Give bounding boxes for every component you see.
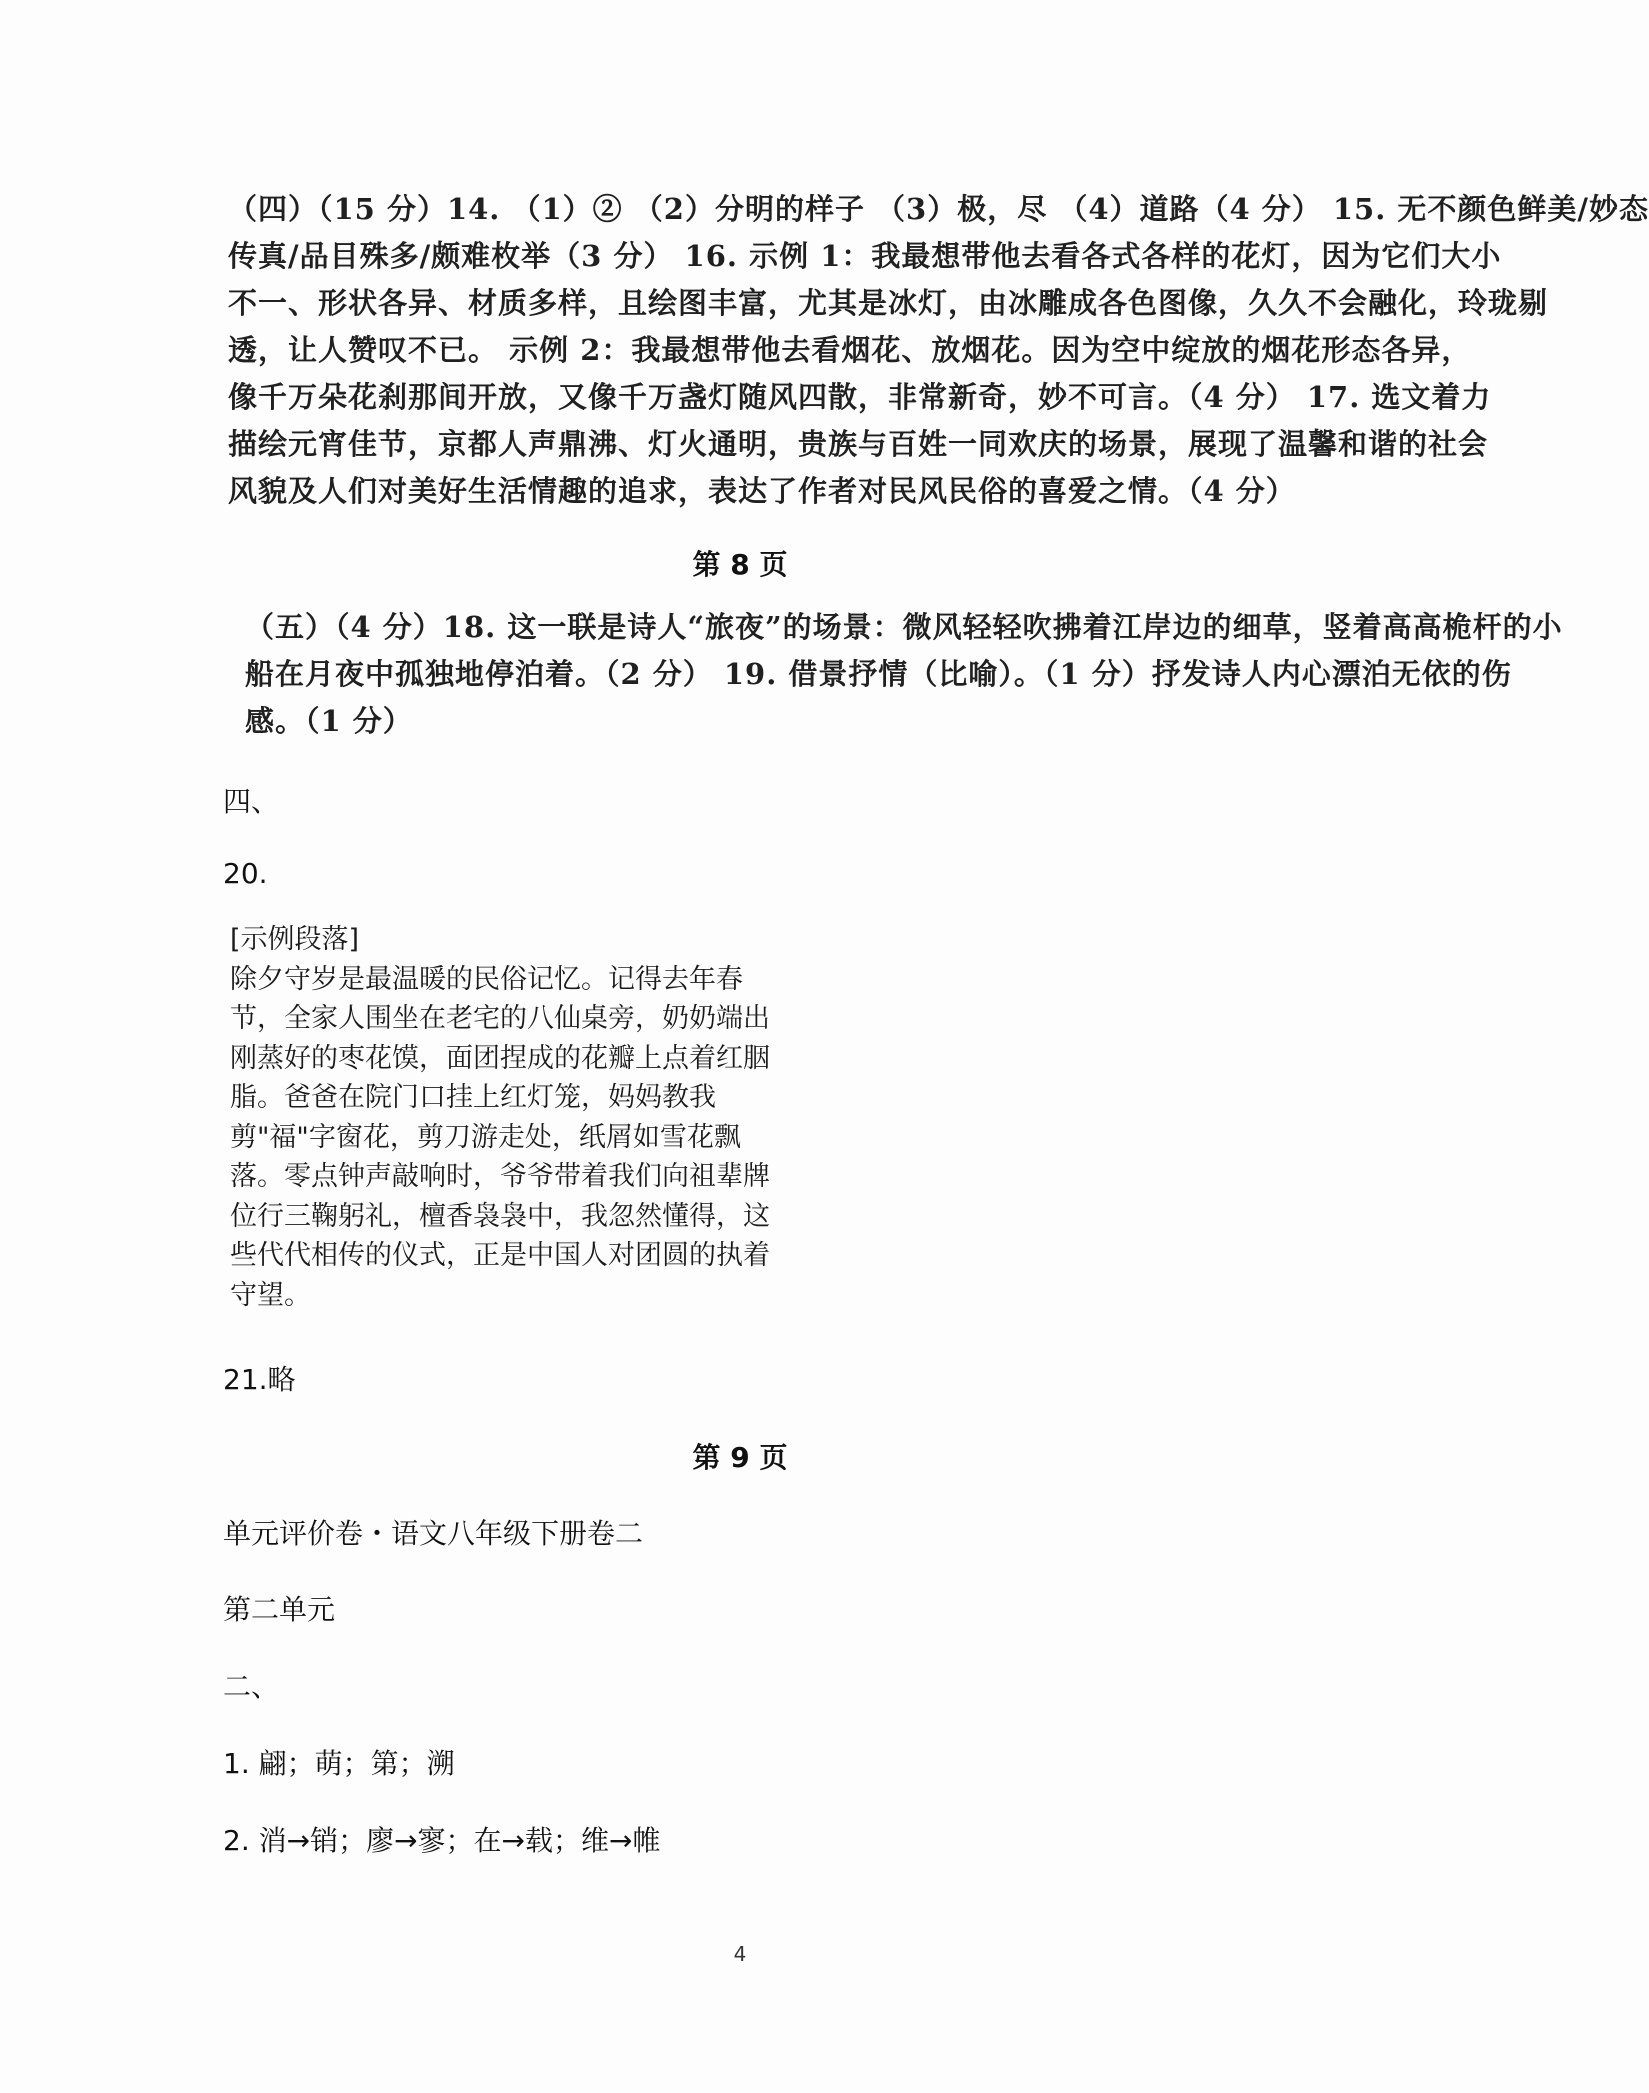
section-four-answers [228, 186, 1649, 515]
essay-line: 节，全家人围坐在老宅的八仙桌旁，奶奶端出 [230, 1003, 770, 1034]
page9-heading: 第 9 页 [692, 1441, 788, 1474]
unit-title: 第二单元 [223, 1593, 336, 1626]
question-20-label: 20. [223, 857, 268, 890]
essay-line: 位行三鞠躬礼，檀香袅袅中，我忽然懂得，这 [230, 1200, 770, 1232]
essay-line: 些代代相传的仪式，正是中国人对团圆的执着 [230, 1240, 770, 1271]
question-2-answer: 2. 消→销；廖→寥；在→载；维→帷 [223, 1824, 661, 1857]
answer-line: 风貌及人们对美好生活情趣的追求，表达了作者对民风民俗的喜爱之情。（4 分） [228, 474, 1296, 508]
answer-line: （五）（4 分）18. 这一联是诗人“旅夜”的场景：微风轻轻吹拂着江岸边的细草，竖着高高桅杆的小 [245, 610, 1563, 644]
essay-line: 剪"福"字窗花，剪刀游走处，纸屑如雪花飘 [230, 1121, 741, 1153]
answer-line: 船在月夜中孤独地停泊着。（2 分） 19. 借景抒情（比喻）。（1 分）抒发诗人内心漂泊无依的伤 [245, 657, 1512, 691]
page8-heading: 第 8 页 [692, 548, 788, 581]
essay-heading: [示例段落] [230, 924, 360, 955]
section-two-label: 二、 [223, 1670, 280, 1703]
book-title: 单元评价卷・语文八年级下册卷二 [223, 1517, 644, 1550]
answer-line: 像千万朵花刹那间开放，又像千万盏灯随风四散，非常新奇，妙不可言。（4 分） 17. 选文着力 [228, 380, 1492, 414]
essay-line: 落。零点钟声敲响时，爷爷带着我们向祖辈牌 [230, 1161, 770, 1192]
essay-line: 刚蒸好的枣花馍，面团捏成的花瓣上点着红胭 [230, 1042, 770, 1074]
answer-line: 不一、形状各异、材质多样，且绘图丰富，尤其是冰灯，由冰雕成各色图像，久久不会融化，玲珑剔 [228, 286, 1549, 320]
question-1-answer: 1. 翩；萌；第；溯 [223, 1747, 455, 1780]
page-number: 4 [733, 1942, 747, 1966]
question-21: 21.略 [223, 1363, 296, 1396]
section-four-label: 四、 [223, 785, 280, 818]
answer-line: 透，让人赞叹不已。 示例 2：我最想带他去看烟花、放烟花。因为空中绽放的烟花形态各异， [228, 333, 1472, 367]
sample-paragraph [230, 920, 800, 1315]
answer-line: （四）（15 分）14. （1）② （2）分明的样子 （3）极，尽 （4）道路（4 分） 15. 无不颜色鲜美/妙态 [228, 192, 1649, 226]
essay-line: 除夕守岁是最温暖的民俗记忆。记得去年春 [230, 963, 743, 995]
section-five-answers [245, 604, 1563, 745]
answer-line: 传真/品目殊多/颇难枚举（3 分） 16. 示例 1：我最想带他去看各式各样的花灯，因为它们大小 [228, 239, 1502, 273]
answer-line: 感。（1 分） [245, 704, 413, 738]
answer-line: 描绘元宵佳节，京都人声鼎沸、灯火通明，贵族与百姓一同欢庆的场景，展现了温馨和谐的社会 [228, 427, 1489, 461]
essay-line: 脂。爸爸在院门口挂上红灯笼，妈妈教我 [230, 1082, 716, 1113]
essay-line: 守望。 [230, 1279, 311, 1311]
